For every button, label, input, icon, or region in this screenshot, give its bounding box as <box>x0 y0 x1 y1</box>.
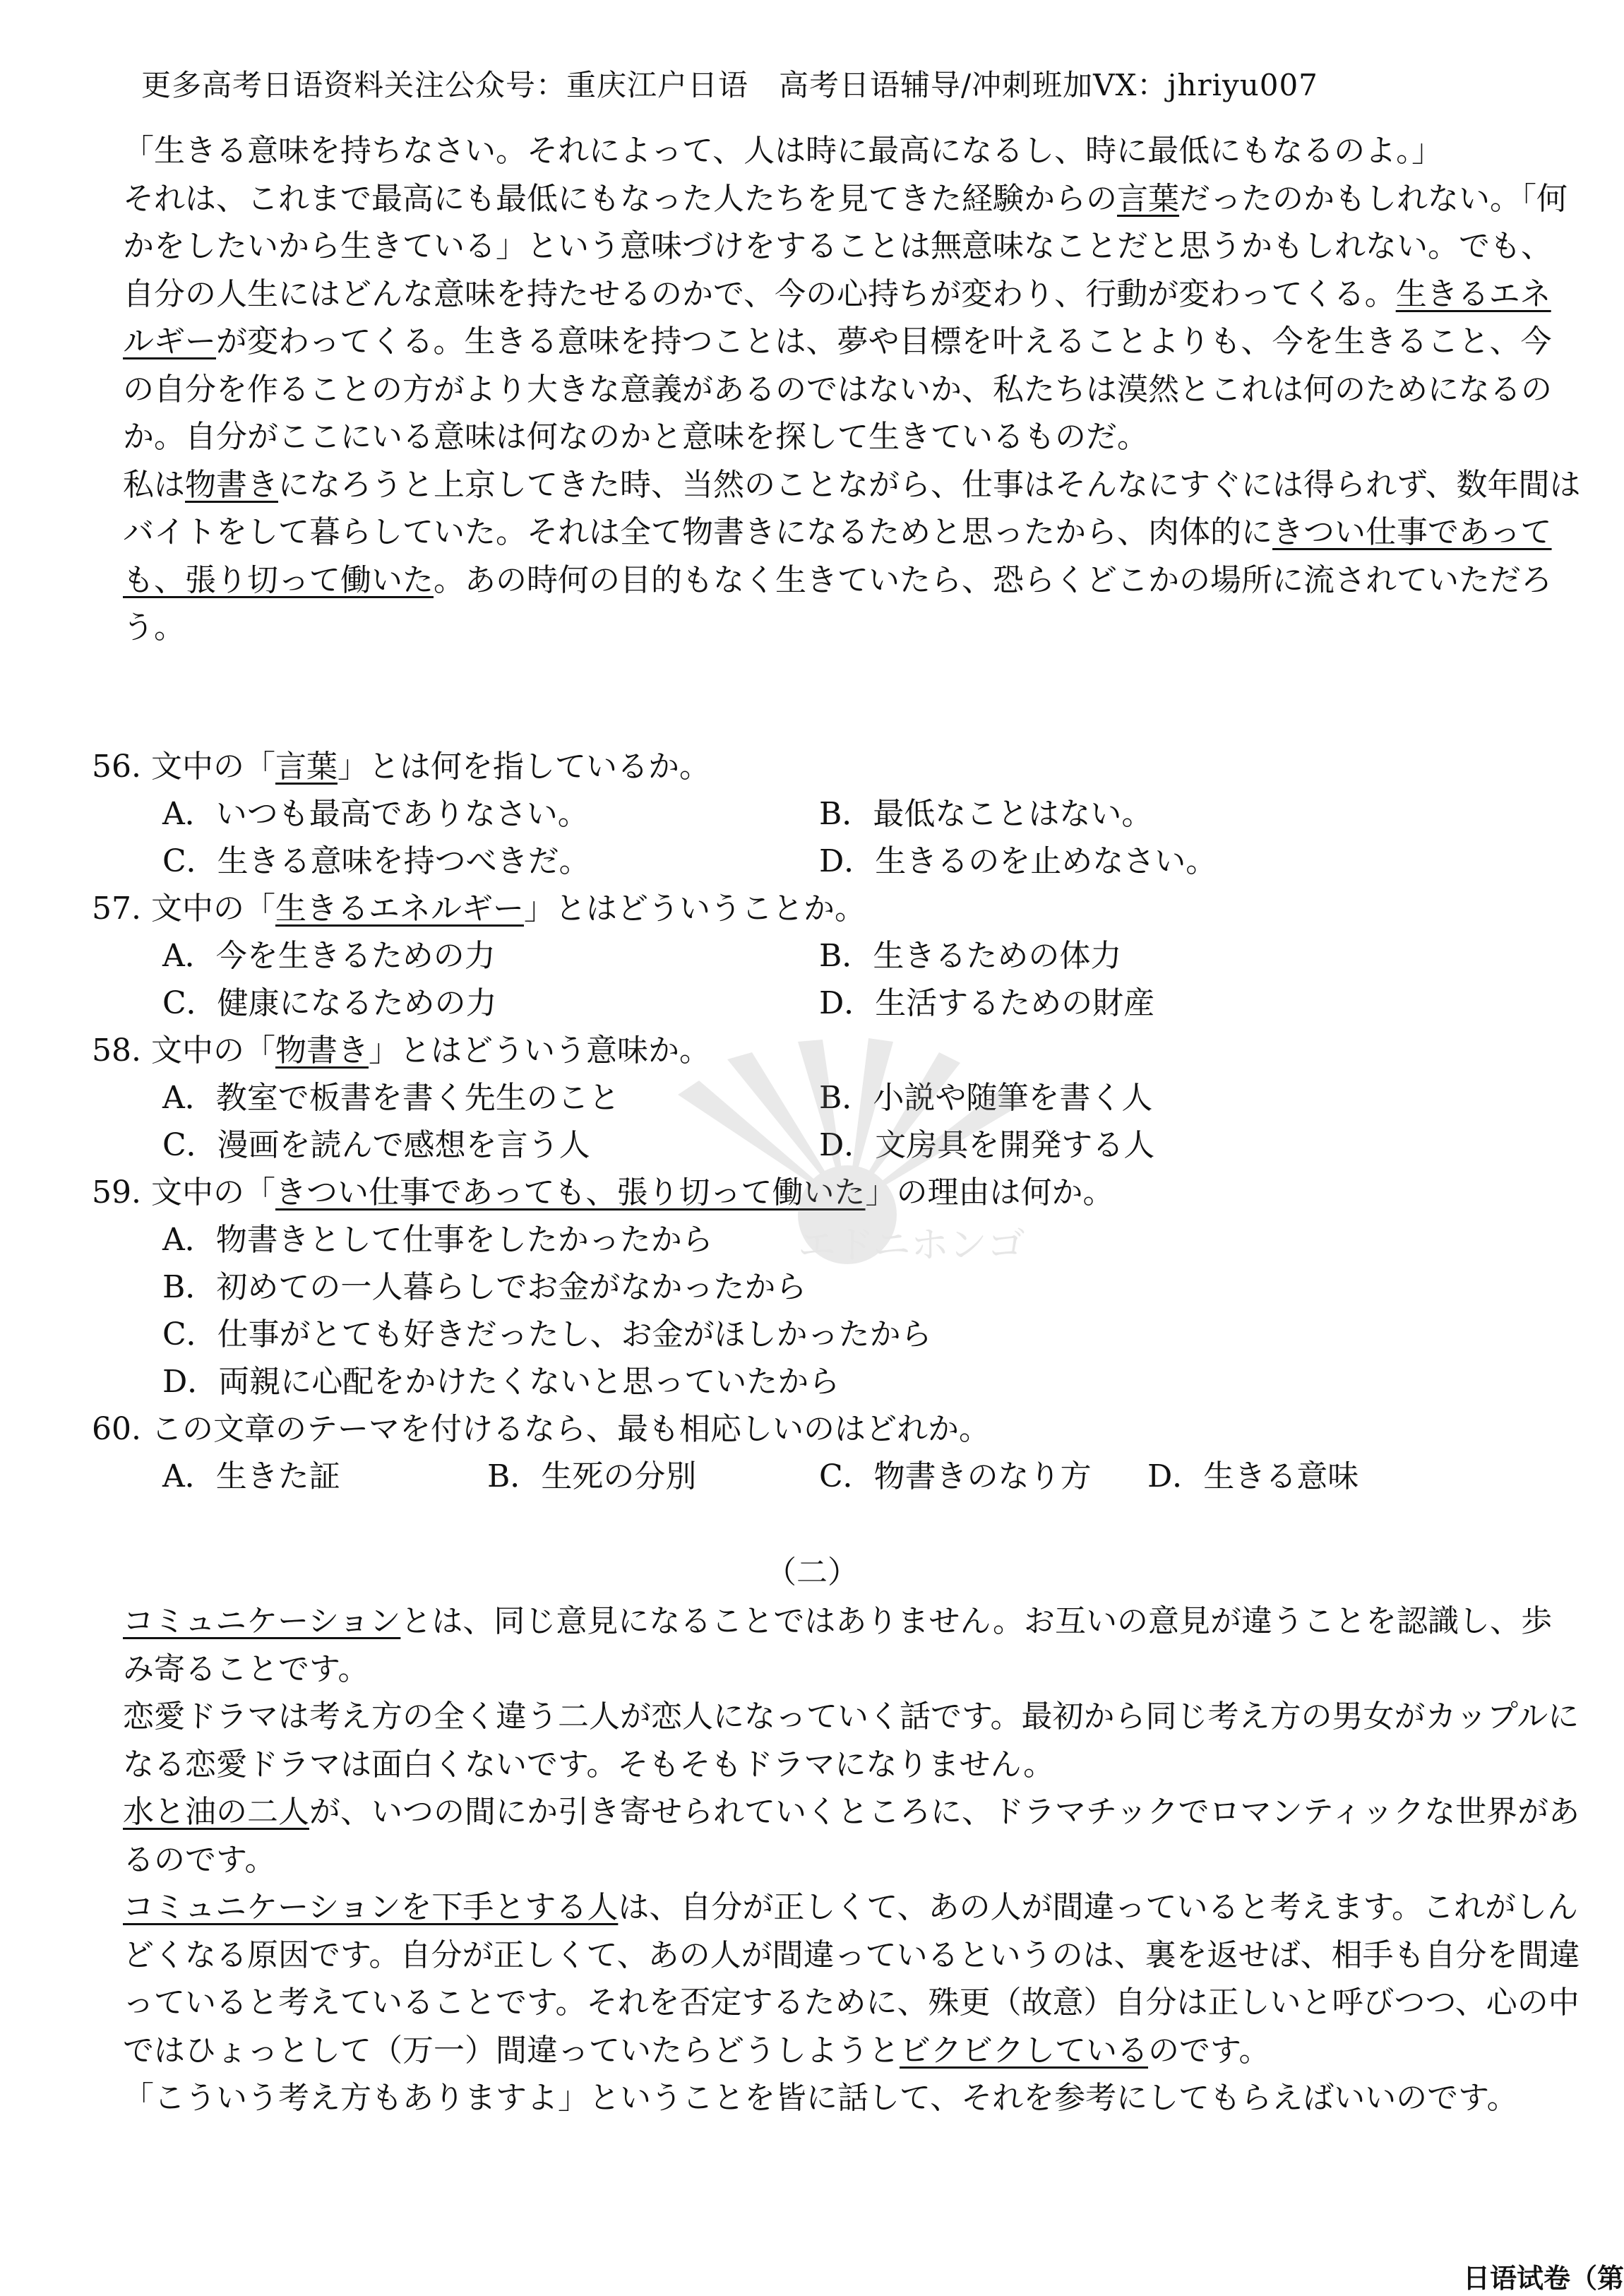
underlined-phrase: きつい仕事であっても、張り切って働いた <box>123 514 1552 598</box>
underlined-phrase: 水と油の二人 <box>123 1794 309 1830</box>
section-title: （二） <box>765 1554 859 1590</box>
reading-passage-2 <box>92 1598 1582 2122</box>
option: C．健康になるための力 <box>162 985 497 1021</box>
option: D．文房具を開発する人 <box>819 1127 1155 1163</box>
option: A．教室で板書を書く先生のこと <box>162 1080 620 1116</box>
question-stem: 56. 文中の「言葉」とは何を指しているか。 <box>92 749 710 785</box>
option: D．生きる意味 <box>1147 1458 1359 1494</box>
passage-paragraph: 「生きる意味を持ちなさい。それによって、人は時に最高になるし、時に最低にもなるのよ。」 <box>123 133 1443 169</box>
watermark-logo <box>635 1038 1073 1278</box>
reading-passage-1 <box>92 127 1582 652</box>
underlined-phrase: コミュニケーションを下手とする人 <box>123 1889 619 1925</box>
question-stem: 57. 文中の「生きるエネルギー」とはどういうことか。 <box>92 891 866 927</box>
option: B．初めての一人暮らしでお金がなかったから <box>162 1269 807 1305</box>
option: B．生きるための体力 <box>819 938 1122 974</box>
underlined-phrase: 言葉 <box>1117 180 1179 217</box>
question-stem: 60. この文章のテーマを付けるなら、最も相応しいのはどれか。 <box>92 1411 990 1447</box>
option: C．生きる意味を持つべきだ。 <box>162 843 590 879</box>
option: D．生きるのを止めなさい。 <box>819 843 1217 879</box>
option-row <box>92 838 1582 885</box>
page-footer: 日语试卷（第 <box>1462 2262 1624 2294</box>
option: A．生きた証 <box>162 1458 340 1494</box>
question-stem: 59. 文中の「きつい仕事であっても、張り切って働いた」の理由は何か。 <box>92 1174 1114 1211</box>
option-row <box>92 980 1582 1027</box>
passage-paragraph: それは、これまで最高にも最低にもなった人たちを見てきた経験からの言葉だったのかもしれない。「何かをしたいから生きている」という意味づけをすることは無意味なことだと思うかもしれない。でも、自分の人生にはどんな意味を持たせるのかで、今の心持ちが変わり、行動が変わってくる。生きるエネルギーが変わってくる。生きる意味を持つことは、夢や目標を叶えることよりも、今を生きること、今の自分を作ることの方がより大きな意義があるのではないか、私たちは漠然とこれは何のためになるのか。自分がここにいる意味は何なのかと意味を探して生きているものだ。 <box>123 180 1568 455</box>
underlined-phrase: コミュニケーション <box>123 1603 401 1639</box>
option: A．今を生きるための力 <box>162 938 496 974</box>
option: D．生活するための財産 <box>819 985 1155 1021</box>
option: C．漫画を読んで感想を言う人 <box>162 1127 590 1163</box>
option: A．いつも最高でありなさい。 <box>162 796 589 832</box>
option-row <box>92 790 1582 838</box>
underlined-phrase: 生きるエネルギー <box>123 275 1551 359</box>
passage-paragraph: 私は物書きになろうと上京してきた時、当然のことながら、仕事はそんなにすぐには得られず、数年間はバイトをして暮らしていた。それは全て物書きになるためと思ったから、肉体的にきつい仕事であっても、張り切って働いた。あの時何の目的もなく生きていたら、恐らくどこかの場所に流されていただろう。 <box>123 466 1581 646</box>
option-row <box>92 1453 1582 1500</box>
passage-paragraph: コミュニケーションとは、同じ意見になることではありません。お互いの意見が違うことを認識し、歩み寄ることです。 <box>123 1603 1552 1687</box>
underlined-phrase: ビクビクしている <box>900 2032 1148 2069</box>
option: B．小説や随筆を書く人 <box>819 1080 1153 1116</box>
passage-paragraph: 水と油の二人が、いつの間にか引き寄せられていくところに、ドラマチックでロマンティックな世界があるのです。 <box>123 1794 1580 1878</box>
option: A．物書きとして仕事をしたかったから <box>162 1222 713 1258</box>
option: D．両親に心配をかけたくないと思っていたから <box>162 1364 840 1400</box>
underlined-phrase: 物書き <box>185 466 278 503</box>
passage-paragraph: 「こういう考え方もありますよ」ということを皆に話して、それを参考にしてもらえばいいのです。 <box>123 2080 1518 2116</box>
option: C．物書きのなり方 <box>819 1458 1092 1494</box>
option: C．仕事がとても好きだったし、お金がほしかったから <box>162 1316 932 1352</box>
page-header: 更多高考日语资料关注公众号：重庆江户日语 高考日语辅导/冲刺班加VX：jhriyu007 <box>141 68 1318 102</box>
question-stem: 58. 文中の「物書き」とはどういう意味か。 <box>92 1033 710 1069</box>
option: B．生死の分別 <box>487 1458 697 1494</box>
option: B．最低なことはない。 <box>819 796 1153 832</box>
passage-paragraph: コミュニケーションを下手とする人は、自分が正しくて、あの人が間違っていると考えます。これがしんどくなる原因です。自分が正しくて、あの人が間違っているというのは、裏を返せば、相手も自分を間違っていると考えていることです。それを否定するために、殊更（故意）自分は正しいと呼びつつ、心の中ではひょっとして（万一）間違っていたらどうしようとビクビクしているのです。 <box>123 1889 1580 2069</box>
watermark-text: エドニホンゴ <box>798 1223 1025 1267</box>
option-row <box>92 932 1582 980</box>
passage-paragraph: 恋愛ドラマは考え方の全く違う二人が恋人になっていく話です。最初から同じ考え方の男女がカップルになる恋愛ドラマは面白くないです。そもそもドラマになりません。 <box>123 1699 1580 1783</box>
